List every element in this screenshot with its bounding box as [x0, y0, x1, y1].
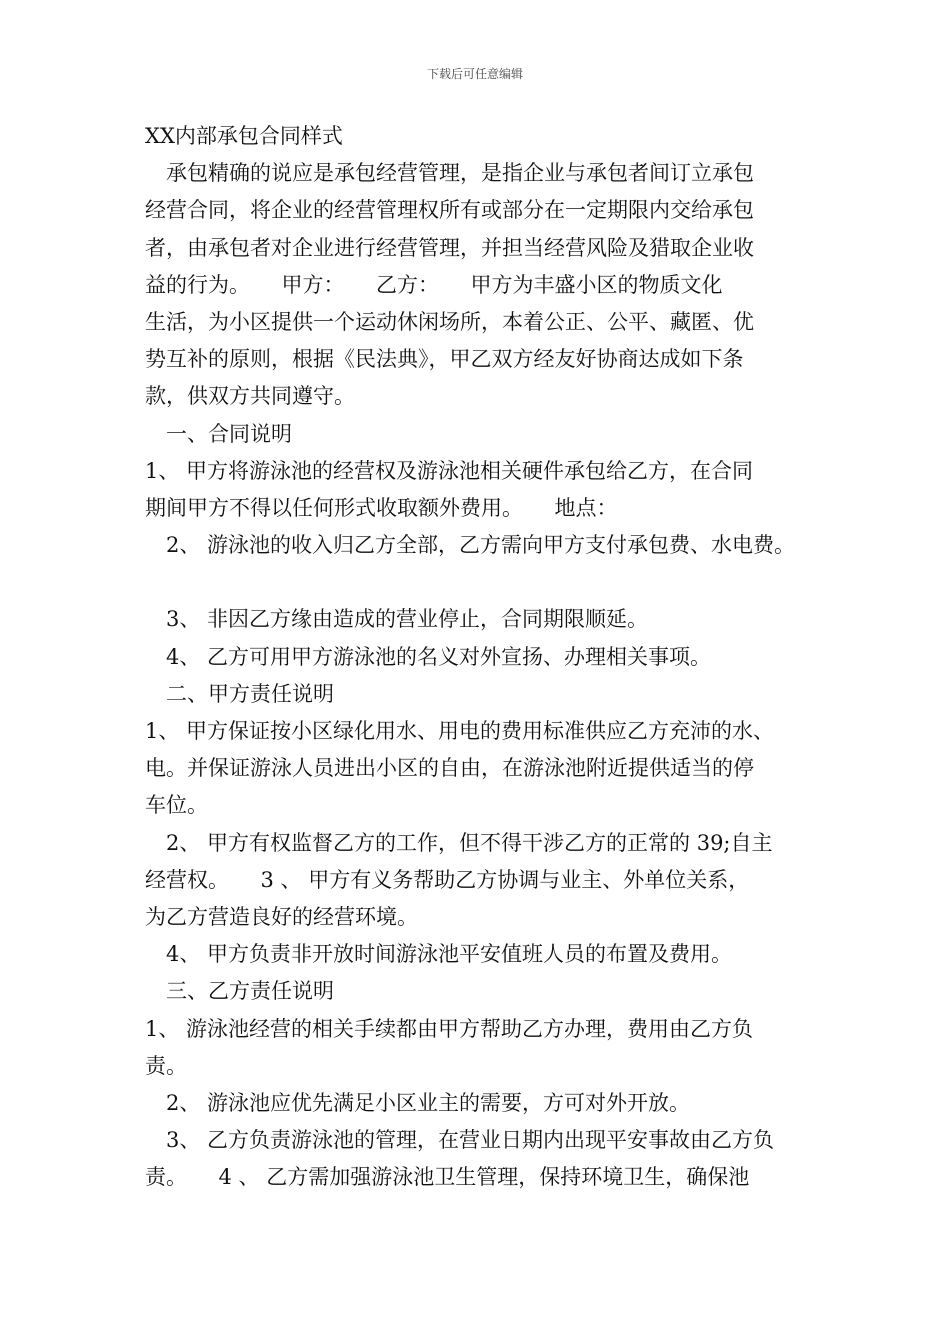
paragraph-line: 势互补的原则，根据《民法典》，甲乙双方经友好协商达成如下条	[145, 347, 744, 372]
clause-line: 责。 4 、 乙方需加强游泳池卫生管理，保持环境卫生，确保池	[145, 1165, 750, 1190]
clause-line: 1、 甲方将游泳池的经营权及游泳池相关硬件承包给乙方，在合同	[145, 458, 754, 483]
paragraph-line: 生活，为小区提供一个运动休闲场所，本着公正、公平、藏匿、优	[145, 309, 754, 334]
clause-line: 4、 乙方可用甲方游泳池的名义对外宣扬、办理相关事项。	[145, 644, 712, 669]
clause-line: 责。	[145, 1053, 187, 1078]
paragraph-line: 款，供双方共同遵守。	[145, 384, 355, 409]
clause-line: 2、 游泳池的收入归乙方全部，乙方需向甲方支付承包费、水电费。	[145, 533, 796, 558]
paragraph-line: 承包精确的说应是承包经营管理，是指企业与承包者间订立承包	[145, 161, 754, 186]
section-heading: 三、乙方责任说明	[145, 979, 334, 1004]
clause-line: 2、 游泳池应优先满足小区业主的需要，方可对外开放。	[145, 1090, 691, 1115]
clause-line: 期间甲方不得以任何形式收取额外费用。 地点：	[145, 495, 618, 520]
clause-line: 为乙方营造良好的经营环境。	[145, 904, 418, 929]
clause-line: 经营权。 3 、 甲方有义务帮助乙方协调与业主、外单位关系，	[145, 867, 750, 892]
clause-line: 2、 甲方有权监督乙方的工作，但不得干涉乙方的正常的 39;自主	[145, 830, 773, 855]
paragraph-line: 者，由承包者对企业进行经营管理，并担当经营风险及猎取企业收	[145, 235, 754, 260]
document-body	[145, 118, 825, 1196]
section-heading: 二、甲方责任说明	[145, 681, 334, 706]
clause-line: 电。并保证游泳人员进出小区的自由，在游泳池附近提供适当的停	[145, 756, 754, 781]
paragraph-line: 经营合同，将企业的经营管理权所有或部分在一定期限内交给承包	[145, 198, 754, 223]
clause-line: 1、 游泳池经营的相关手续都由甲方帮助乙方办理，费用由乙方负	[145, 1016, 754, 1041]
blank-line	[145, 564, 825, 601]
document-title: XX内部承包合同样式	[145, 124, 343, 148]
clause-line: 车位。	[145, 793, 208, 818]
clause-line: 3、 非因乙方缘由造成的营业停止，合同期限顺延。	[145, 607, 649, 632]
clause-line: 1、 甲方保证按小区绿化用水、用电的费用标准供应乙方充沛的水、	[145, 719, 775, 743]
clause-line: 4、 甲方负责非开放时间游泳池平安值班人员的布置及费用。	[145, 942, 733, 967]
clause-line: 3、 乙方负责游泳池的管理，在营业日期内出现平安事故由乙方负	[145, 1128, 775, 1153]
paragraph-line: 益的行为。 甲方： 乙方： 甲方为丰盛小区的物质文化	[145, 272, 723, 297]
section-heading: 一、合同说明	[145, 421, 292, 446]
page-header: 下载后可任意编辑	[426, 67, 523, 81]
